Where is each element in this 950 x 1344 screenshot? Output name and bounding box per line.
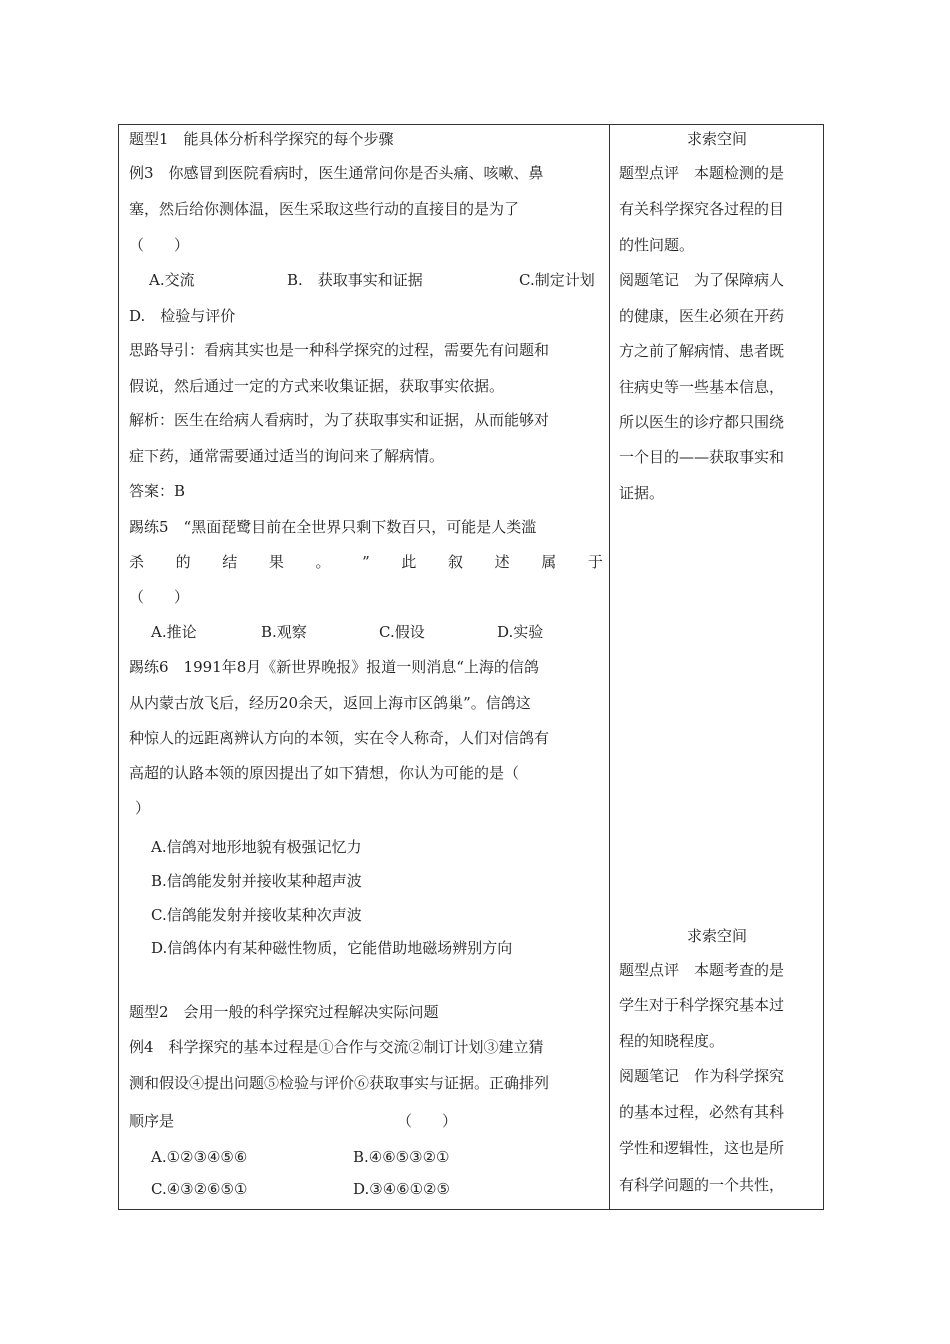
word: 果 (268, 553, 284, 571)
guide-line-2: 假说，然后通过一定的方式来收集证据，获取事实依据。 (129, 377, 505, 395)
note-1-line-4: 往病史等一些基本信息， (619, 378, 785, 396)
word: 于 (587, 553, 603, 571)
word: 杀 (129, 553, 145, 571)
example-3-paren: （ ） (129, 236, 190, 254)
note-2-line-1: 阅题笔记 作为科学探究 (619, 1067, 785, 1085)
analysis-line-2: 症下药，通常需要通过适当的询问来了解病情。 (129, 447, 445, 465)
practice-6-line-4: 高超的认路本领的原因提出了如下猜想，你认为可能的是（ (129, 764, 520, 782)
example-3-line-2: 塞，然后给你测体温，医生采取这些行动的直接目的是为了 (129, 200, 520, 218)
example-4-option-a: A.①②③④⑤⑥ (151, 1148, 248, 1166)
word: 。 (315, 553, 331, 571)
comment-1-line-1: 题型点评 本题检测的是 (619, 164, 785, 182)
word: 属 (541, 553, 557, 571)
comment-2-line-3: 程的知晓程度。 (619, 1032, 725, 1050)
practice-6-line-2: 从内蒙古放飞后，经历20余天，返回上海市区鸽巢”。信鸽这 (129, 694, 531, 712)
sidebar-heading-1: 求索空间 (686, 130, 747, 148)
example-3-option-a: A.交流 (149, 271, 195, 289)
example-4-option-d: D.③④⑥①②⑤ (353, 1180, 450, 1198)
practice-5-line-1: 踢练5 “黑面琵鹭目前在全世界只剩下数百只，可能是人类滥 (129, 518, 537, 536)
sidebar-heading-2: 求索空间 (686, 927, 747, 945)
practice-6-line-3: 种惊人的远距离辨认方向的本领，实在令人称奇，人们对信鸽有 (129, 729, 550, 747)
example-4-paren: （ ） (397, 1112, 458, 1130)
note-2-line-4: 有科学问题的一个共性， (619, 1176, 785, 1194)
note-1-line-6: 一个目的——获取事实和 (619, 448, 785, 466)
note-1-line-2: 的健康，医生必须在开药 (619, 307, 785, 325)
note-2-line-2: 的基本过程，必然有其科 (619, 1103, 785, 1121)
word: 此 (401, 553, 417, 571)
section-1-title: 题型1 能具体分析科学探究的每个步骤 (129, 130, 394, 148)
example-4-line-1: 例4 科学探究的基本过程是①合作与交流②制订计划③建立猜 (129, 1038, 544, 1056)
practice-5-option-d: D.实验 (497, 623, 544, 641)
guide-line-1: 思路导引：看病其实也是一种科学探究的过程，需要先有问题和 (129, 341, 550, 359)
word: 结 (222, 553, 238, 571)
practice-6-line-1: 踢练6 1991年8月《新世界晚报》报道一则消息“上海的信鸽 (129, 658, 539, 676)
answer: 答案：B (129, 482, 186, 500)
example-3-option-c: C.制定计划 (519, 271, 595, 289)
note-1-line-3: 方之前了解病情、患者既 (619, 342, 785, 360)
practice-5-option-a: A.推论 (151, 623, 197, 641)
word: ” (362, 553, 370, 571)
practice-6-option-d: D.信鸽体内有某种磁性物质，它能借助地磁场辨别方向 (151, 939, 513, 957)
example-3-line-1: 例3 你感冒到医院看病时，医生通常问你是否头痛、咳嗽、鼻 (129, 164, 544, 182)
note-1-line-5: 所以医生的诊疗都只围绕 (619, 413, 785, 431)
comment-1-line-2: 有关科学探究各过程的目 (619, 200, 785, 218)
column-divider (609, 125, 610, 1209)
practice-6-option-c: C.信鸽能发射并接收某种次声波 (151, 906, 362, 924)
word: 叙 (448, 553, 464, 571)
practice-5-option-b: B.观察 (261, 623, 307, 641)
practice-6-line-5: ） (135, 799, 151, 817)
example-4-option-b: B.④⑥⑤③②① (353, 1148, 450, 1166)
comment-2-line-1: 题型点评 本题考查的是 (619, 961, 785, 979)
practice-5-paren: （ ） (129, 588, 190, 606)
note-1-line-1: 阅题笔记 为了保障病人 (619, 271, 785, 289)
word: 的 (175, 553, 191, 571)
section-2-title: 题型2 会用一般的科学探究过程解决实际问题 (129, 1003, 439, 1021)
note-2-line-3: 学性和逻辑性，这也是所 (619, 1139, 785, 1157)
example-4-option-c: C.④③②⑥⑤① (151, 1180, 248, 1198)
example-4-line-2: 测和假设④提出问题⑤检验与评价⑥获取事实与证据。正确排列 (129, 1074, 550, 1092)
practice-6-option-b: B.信鸽能发射并接收某种超声波 (151, 872, 362, 890)
word: 述 (494, 553, 510, 571)
practice-6-option-a: A.信鸽对地形地貌有极强记忆力 (151, 838, 362, 856)
example-4-line-3: 顺序是 (129, 1112, 175, 1130)
comment-1-line-3: 的性问题。 (619, 236, 695, 254)
content-table (118, 124, 824, 1210)
practice-5-line-2 (129, 552, 603, 572)
comment-2-line-2: 学生对于科学探究基本过 (619, 996, 785, 1014)
example-3-option-b: B. 获取事实和证据 (287, 271, 423, 289)
practice-5-option-c: C.假设 (379, 623, 425, 641)
analysis-line-1: 解析：医生在给病人看病时，为了获取事实和证据，从而能够对 (129, 411, 550, 429)
note-1-line-7: 证据。 (619, 484, 665, 502)
example-3-option-d: D. 检验与评价 (129, 307, 236, 325)
